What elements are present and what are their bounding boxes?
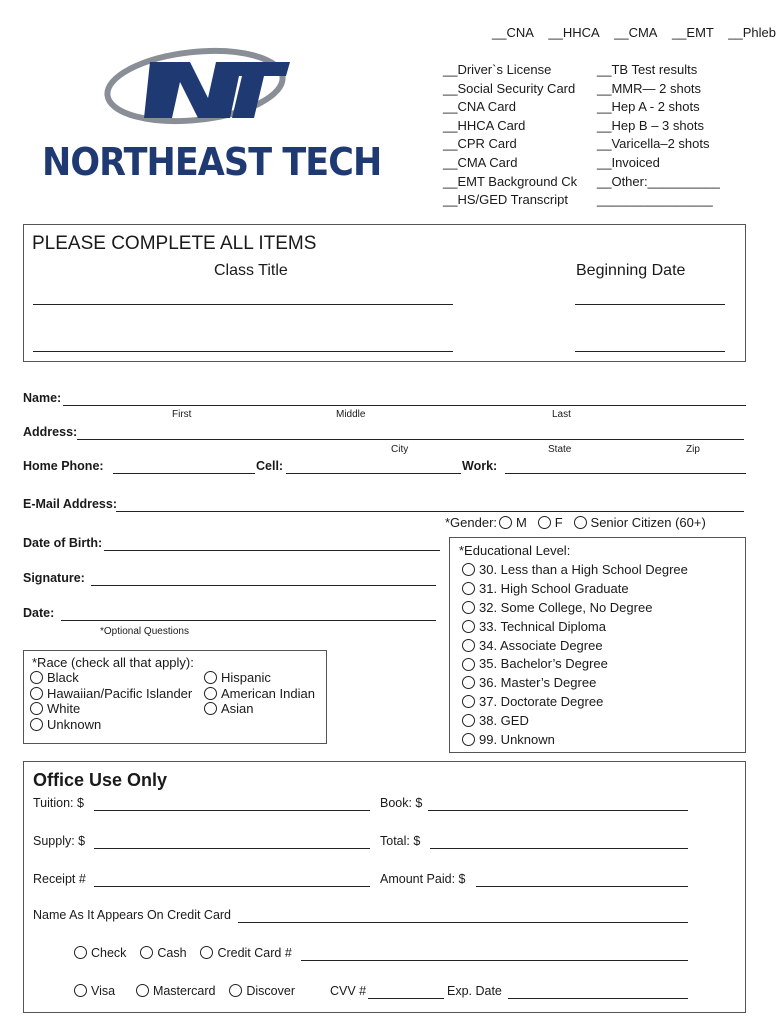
checklist-item: __Social Security Card [443,80,576,96]
code-hhca: __HHCA [548,25,600,40]
beginning-date-field-1[interactable] [575,304,725,305]
receipt-label: Receipt # [33,872,86,886]
cvv-field[interactable] [368,998,444,999]
radio-icon[interactable] [462,714,475,727]
date-field[interactable] [61,620,436,621]
radio-icon[interactable] [462,582,475,595]
certification-codes [492,25,776,40]
radio-icon[interactable] [462,695,475,708]
mastercard-label: Mastercard [152,984,216,998]
code-phleb: __Phleb [728,25,776,40]
amount-paid-field[interactable] [476,886,688,887]
checklist-item: __HS/GED Transcript [443,192,568,208]
beginning-date-label: Beginning Date [576,262,686,279]
tuition-label: Tuition: $ [33,796,84,810]
radio-icon[interactable] [462,620,475,633]
checklist-item: __Other:__________ [597,173,720,189]
education-options [462,561,688,750]
address-label: Address: [23,425,78,439]
mastercard-radio[interactable] [136,984,149,997]
checklist-item: __CMA Card [443,154,518,170]
checklist-item: __Hep B – 3 shots [597,117,704,133]
cash-label: Cash [157,946,187,960]
code-cna: __CNA [492,25,534,40]
address-field[interactable] [77,439,744,440]
checklist-item: __CPR Card [443,136,517,152]
class-title-field-1[interactable] [33,304,453,305]
last-caption: Last [552,409,571,420]
middle-caption: Middle [336,409,366,420]
cell-label: Cell: [256,459,284,473]
beginning-date-field-2[interactable] [575,351,725,352]
radio-icon[interactable] [30,687,43,700]
education-option[interactable]: 33. Technical Diploma [462,618,688,637]
education-option[interactable]: 30. Less than a High School Degree [462,561,688,580]
race-option[interactable]: Hispanic [204,670,315,686]
course-box-heading: PLEASE COMPLETE ALL ITEMS [32,233,317,254]
checklist-item: __CNA Card [443,99,516,115]
dob-label: Date of Birth: [23,536,103,550]
signature-field[interactable] [91,585,436,586]
cell-field[interactable] [286,473,461,474]
radio-icon[interactable] [462,658,475,671]
race-options-left [30,670,192,732]
gender-label: *Gender: [445,515,498,530]
logo [40,40,382,190]
tuition-field[interactable] [94,810,370,811]
home-phone-label: Home Phone: [23,459,104,473]
race-options-right [204,670,315,717]
office-use-title: Office Use Only [33,770,168,790]
race-option[interactable]: Asian [204,701,315,717]
education-title: *Educational Level: [459,543,571,558]
credit-card-radio[interactable] [200,946,213,959]
checklist-item: __Hep A - 2 shots [597,99,700,115]
education-option[interactable]: 35. Bachelor’s Degree [462,655,688,674]
checklist-item: __EMT Background Ck [443,173,578,189]
education-option[interactable]: 31. High School Graduate [462,580,688,599]
class-title-label: Class Title [214,262,288,279]
radio-icon[interactable] [30,718,43,731]
supply-field[interactable] [94,848,370,849]
cash-radio[interactable] [140,946,153,959]
class-title-field-2[interactable] [33,351,453,352]
race-option[interactable]: Unknown [30,717,192,733]
gender-row [445,515,706,530]
gender-f-label: F [554,515,563,530]
city-caption: City [391,444,409,455]
education-option[interactable]: 36. Master’s Degree [462,674,688,693]
checklist-item: __Driver`s License [443,62,552,77]
radio-icon[interactable] [462,733,475,746]
radio-icon[interactable] [462,676,475,689]
checklist-item: __MMR— 2 shots [597,80,702,96]
payment-method-row [74,946,292,960]
code-cma: __CMA [614,25,658,40]
radio-icon[interactable] [462,563,475,576]
first-caption: First [172,409,192,420]
total-field[interactable] [430,848,688,849]
cvv-label: CVV # [330,984,367,998]
book-label: Book: $ [380,796,423,810]
discover-label: Discover [246,984,295,998]
code-emt: __EMT [671,25,714,40]
signature-label: Signature: [23,571,85,585]
zip-caption: Zip [686,444,700,455]
education-option[interactable]: 99. Unknown [462,731,688,750]
gender-f-radio[interactable] [538,516,551,529]
checklist-item: __TB Test results [597,62,698,77]
dob-field[interactable] [104,550,440,551]
checklist-item: __Varicella–2 shots [597,136,710,152]
exp-date-label: Exp. Date [447,984,502,998]
office-use-box [23,761,746,1013]
radio-icon[interactable] [462,601,475,614]
check-label: Check [91,946,127,960]
name-on-card-label: Name As It Appears On Credit Card [33,908,232,922]
exp-date-field[interactable] [508,998,688,999]
education-option[interactable]: 32. Some College, No Degree [462,599,688,618]
race-title: *Race (check all that apply): [32,655,194,670]
supply-label: Supply: $ [33,834,86,848]
radio-icon[interactable] [30,671,43,684]
document-checklist-right [597,61,720,210]
document-checklist-left [443,61,577,210]
state-caption: State [548,444,572,455]
education-option[interactable]: 34. Associate Degree [462,637,688,656]
email-label: E-Mail Address: [23,497,118,511]
work-field[interactable] [505,473,746,474]
race-box [23,650,327,744]
nt-monogram-icon [40,40,370,140]
date-label: Date: [23,606,55,620]
radio-icon[interactable] [204,671,217,684]
gender-m-label: M [516,515,527,530]
visa-radio[interactable] [74,984,87,997]
card-type-row [74,984,295,998]
email-field[interactable] [116,511,744,512]
senior-citizen-radio[interactable] [574,516,587,529]
book-field[interactable] [428,810,688,811]
credit-card-number-field[interactable] [301,960,688,961]
visa-label: Visa [91,984,116,998]
optional-questions-note: *Optional Questions [100,626,189,637]
race-option[interactable]: White [30,701,192,717]
receipt-field[interactable] [94,886,370,887]
radio-icon[interactable] [462,639,475,652]
discover-radio[interactable] [229,984,242,997]
check-radio[interactable] [74,946,87,959]
name-label: Name: [23,391,62,405]
race-option[interactable]: American Indian [204,686,315,702]
checklist-item: __Invoiced [597,154,660,170]
logo-wordmark: NORTHEAST TECH [42,140,382,184]
gender-m-radio[interactable] [499,516,512,529]
education-box [449,537,746,753]
home-phone-field[interactable] [113,473,255,474]
radio-icon[interactable] [30,702,43,715]
education-option[interactable]: 37. Doctorate Degree [462,693,688,712]
race-option[interactable]: Black [30,670,192,686]
senior-citizen-label: Senior Citizen (60+) [590,515,706,530]
credit-card-label: Credit Card # [217,946,292,960]
race-option[interactable]: Hawaiian/Pacific Islander [30,686,192,702]
radio-icon[interactable] [204,687,217,700]
course-box [23,224,746,362]
checklist-item: ________________ [597,192,713,208]
education-option[interactable]: 38. GED [462,712,688,731]
checklist-item: __HHCA Card [443,117,526,133]
total-label: Total: $ [380,834,421,848]
amount-paid-label: Amount Paid: $ [380,872,466,886]
name-on-card-field[interactable] [238,922,688,923]
name-field[interactable] [63,405,746,406]
work-label: Work: [462,459,498,473]
radio-icon[interactable] [204,702,217,715]
